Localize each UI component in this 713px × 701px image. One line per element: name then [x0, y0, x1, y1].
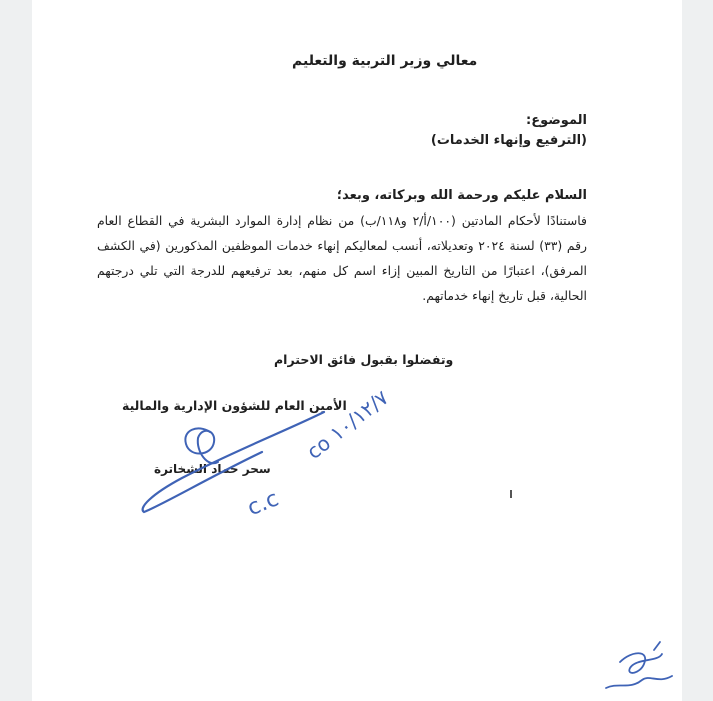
greeting: السلام عليكم ورحمة الله وبركاته، وبعد؛ — [336, 188, 587, 203]
signatory-name: سحر حماد الشخاترة — [154, 462, 271, 476]
handwritten-cc: c.c — [244, 486, 283, 522]
signatory-title: الأمين العام للشؤون الإدارية والمالية — [122, 398, 347, 413]
subject-label: الموضوع: — [526, 113, 587, 128]
closing-line: وتفضلوا بقبول فائق الاحترام — [274, 352, 454, 367]
subject-value: (الترفيع وإنهاء الخدمات) — [430, 133, 587, 148]
addressee: معالي وزير التربية والتعليم — [292, 53, 478, 69]
handwritten-signature-icon — [32, 0, 682, 701]
handwritten-date: co ١٠/١٢/٧ — [302, 385, 394, 464]
letter-body: فاستنادًا لأحكام المادتين (١٠٠/أ/٢ و١١٨/ب) من نظام إدارة الموارد البشرية في القطاع العام رقم (٣٣) لسنة ٢٠٢٤ وتعديلاته، أنسب لمعاليكم إنهاء خدمات الموظفين المذكورين (في الكشف المرفق)، اعتبارًا من التاريخ المبين إزاء اسم كل منهم، بعد ترفيعهم للدرجة التي تلي درجتهم الحالية، قبل تاريخ إنهاء خدماتهم. — [97, 213, 587, 303]
letter-page — [32, 0, 682, 701]
